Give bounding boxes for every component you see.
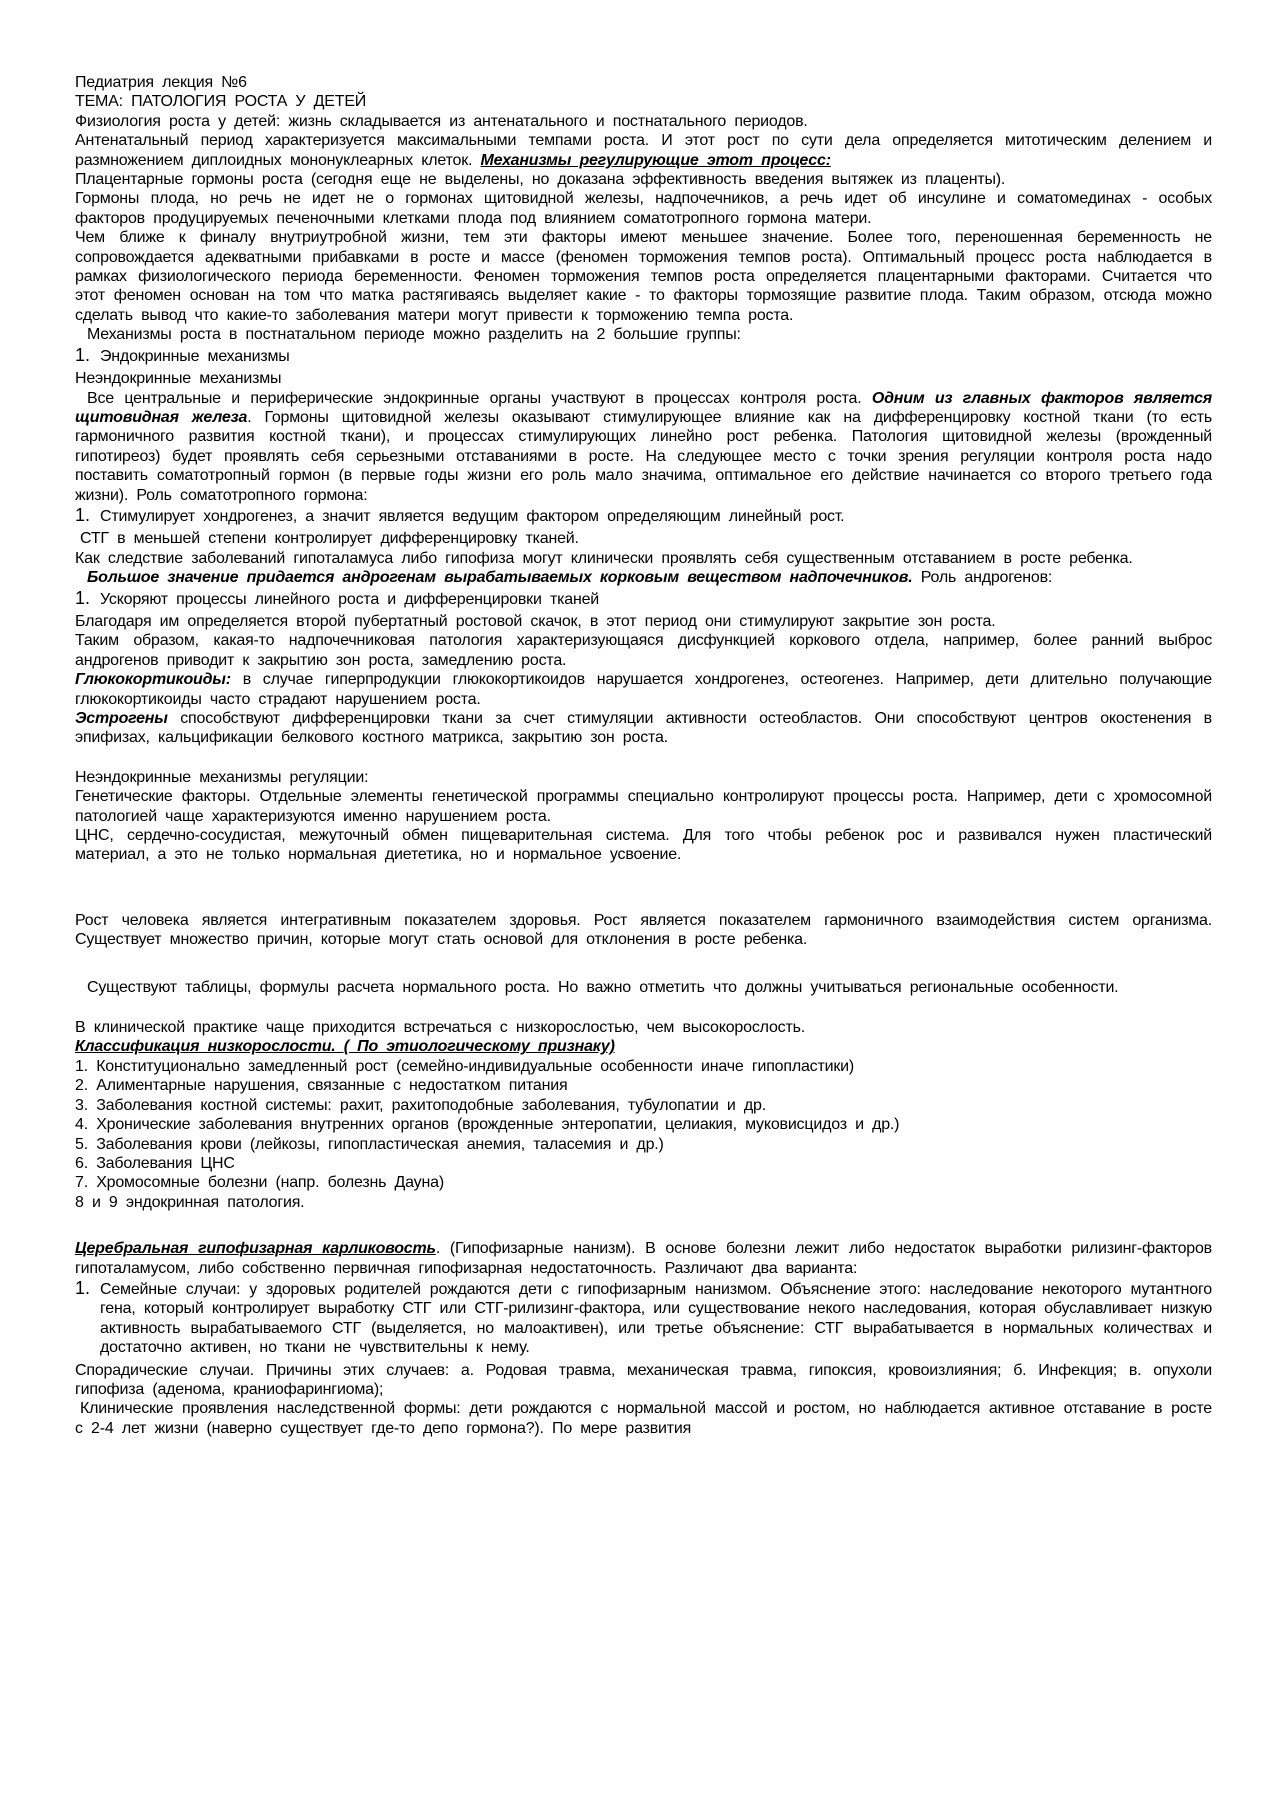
- spacer: [75, 997, 1212, 1018]
- text-run: Все центральные и периферические эндокринные органы участвуют в процессах контроля роста.: [87, 389, 872, 407]
- spacer: [75, 748, 1212, 768]
- text-run: 8 и 9 эндокринная патология.: [75, 1193, 305, 1211]
- text-run: Роль андрогенов:: [912, 569, 1053, 587]
- text-run: ТЕМА: ПАТОЛОГИЯ РОСТА У ДЕТЕЙ: [75, 93, 367, 111]
- text-run: Клинические проявления наследственной формы: дети рождаются с нормальной массой и ростом, но наблюдается активное отставание в росте с 2-4 лет жизни (наверно существует где-то депо гормона?). По мере развития: [75, 1400, 1212, 1437]
- emphasized-text: Механизмы регулирующие этот процесс:: [480, 151, 831, 169]
- text-run: в случае гиперпродукции глюкокортикоидов нарушается хондрогенез, остеогенез. Например, дети длительно получающие глюкокортикоиды часто страдают нарушением роста.: [75, 671, 1212, 708]
- paragraph: [75, 978, 1212, 997]
- paragraph: [75, 369, 1212, 388]
- text-run: способствуют дифференцировки ткани за счет стимуляции активности остеобластов. Они способствуют центров окостенения в эпифизах, кальцификации белкового костного матрикса, закрытию зон роста.: [75, 710, 1212, 747]
- paragraph: [75, 92, 1212, 111]
- text-run: Спорадические случаи. Причины этих случаев: а. Родовая травма, механическая травма, гипоксия, кровоизлияния; б. Инфекция; в. опухоли гипофиза (аденома, краниофарингиома);: [75, 1361, 1212, 1398]
- paragraph: [75, 1115, 1212, 1134]
- emphasized-text: Церебральная гипофизарная карликовость: [75, 1240, 436, 1258]
- spacer: [75, 1212, 1212, 1239]
- text-run: Неэндокринные механизмы регуляции:: [75, 768, 369, 786]
- text-run: . (Гипофизарные нанизм). В основе болезни лежит либо недостаток выработки рилизинг-факторов гипоталамусом, либо собственно первичная гипофизарная недостаточность. Различают два варианта:: [75, 1240, 1212, 1277]
- text-run: 6. Заболевания ЦНС: [75, 1154, 235, 1172]
- paragraph: [75, 131, 1212, 170]
- text-run: 5. Заболевания крови (лейкозы, гипопластическая анемия, таласемия и др.): [75, 1135, 664, 1153]
- spacer: [75, 950, 1212, 978]
- text-run: Плацентарные гормоны роста (сегодня еще не выделены, но доказана эффективность введения вытяжек из плаценты).: [75, 171, 1006, 189]
- paragraph: [75, 612, 1212, 631]
- paragraph: [75, 709, 1212, 748]
- paragraph: [75, 1193, 1212, 1212]
- text-run: Как следствие заболеваний гипоталамуса либо гипофиза могут клинически проявлять себя существенным отставанием в росте ребенка.: [75, 549, 1133, 567]
- list-number: 1.: [75, 587, 91, 608]
- text-run: Механизмы роста в постнатальном периоде можно разделить на 2 большие группы:: [87, 326, 741, 344]
- paragraph: [75, 189, 1212, 228]
- text-run: Стимулирует хондрогенез, а значит является ведущим фактором определяющим линейный рост.: [100, 507, 845, 525]
- text-run: Рост человека является интегративным показателем здоровья. Рост является показателем гармоничного взаимодействия систем организма. Существует множество причин, которые могут стать основой для отклонения в росте ребенка.: [75, 911, 1212, 949]
- text-run: 7. Хромосомные болезни (напр. болезнь Дауна): [75, 1174, 444, 1192]
- paragraph: [75, 1096, 1212, 1115]
- paragraph: [75, 1239, 1212, 1278]
- paragraph: [75, 631, 1212, 670]
- paragraph: [75, 529, 1212, 548]
- text-run: 3. Заболевания костной системы: рахит, рахитоподобные заболевания, тубулопатии и др.: [75, 1096, 766, 1114]
- text-run: Физиология роста у детей: жизнь складывается из антенатального и постнатального периодов.: [75, 112, 808, 130]
- text-run: 4. Хронические заболевания внутренних органов (врожденные энтеропатии, целиакия, муковисцидоз и др.): [75, 1116, 900, 1134]
- text-run: Таким образом, какая-то надпочечниковая патология характеризующаяся дисфункцией коркового отдела, например, более ранний выброс андрогенов приводит к закрытию зон роста, замедлению роста.: [75, 632, 1212, 669]
- emphasized-text: Одним из главных факторов является щитовидная железа: [75, 389, 1212, 426]
- list-number: 1.: [75, 1277, 91, 1298]
- emphasized-text: Классификация низкорослости. ( По этиологическому признаку): [75, 1038, 615, 1056]
- text-run: Эндокринные механизмы: [100, 347, 290, 365]
- text-run: 2. Алиментарные нарушения, связанные с недостатком питания: [75, 1077, 568, 1095]
- paragraph: [75, 73, 1212, 92]
- paragraph: [75, 549, 1212, 568]
- list-item: [75, 344, 1212, 366]
- text-run: Благодаря им определяется второй пубертатный ростовой скачок, в этот период они стимулируют закрытие зон роста.: [75, 612, 996, 630]
- paragraph: [75, 1057, 1212, 1076]
- paragraph: [75, 1037, 1212, 1056]
- text-run: В клинической практике чаще приходится встречаться с низкорослостью, чем высокорослость.: [75, 1019, 805, 1037]
- list-item: [75, 1277, 1212, 1358]
- paragraph: [75, 389, 1212, 505]
- paragraph: [75, 1361, 1212, 1400]
- text-run: Существуют таблицы, формулы расчета нормального роста. Но важно отметить что должны учитываться региональные особенности.: [87, 978, 1119, 996]
- text-run: Ускоряют процессы линейного роста и дифференцировки тканей: [100, 590, 600, 608]
- paragraph: [75, 1399, 1212, 1438]
- text-run: СТГ в меньшей степени контролирует дифференцировку тканей.: [80, 530, 579, 548]
- paragraph: [75, 768, 1212, 787]
- list-item: [75, 587, 1212, 609]
- paragraph: [75, 1154, 1212, 1173]
- text-run: ЦНС, сердечно-сосудистая, межуточный обмен пищеварительная система. Для того чтобы ребенок рос и развивался нужен пластический материал, а это не только нормальная диететика, но и нормальное усвоение.: [75, 827, 1212, 864]
- text-run: Семейные случаи: у здоровых родителей рождаются дети с гипофизарным нанизмом. Объяснение этого: наследование некоторого мутантного гена, который контролирует выработку СТГ или СТГ-рилизинг-фактора, или существование некого наследования, которая обуславливает низкую активность вырабатываемого СТГ (выделяется, но малоактивен), или третье объяснение: СТГ вырабатывается в нормальных количествах и достаточно активен, но ткани не чувствительны к нему.: [100, 1280, 1212, 1357]
- text-run: Генетические факторы. Отдельные элементы генетической программы специально контролируют процессы роста. Например, дети с хромосомной патологией чаще характеризуются именно нарушением роста.: [75, 788, 1212, 825]
- emphasized-text: Эстрогены: [75, 710, 168, 727]
- text-run: Педиатрия лекция №6: [75, 74, 247, 91]
- emphasized-text: Большое значение придается андрогенам вырабатываемых корковым веществом надпочечников.: [87, 569, 913, 587]
- list-item: [75, 504, 1212, 526]
- spacer: [75, 865, 1212, 911]
- text-run: Антенатальный период характеризуется максимальными темпами роста. И этот рост по сути дела определяется митотическим делением и размножением диплоидных мононуклеарных клеток.: [75, 132, 1212, 169]
- paragraph: [75, 325, 1212, 344]
- paragraph: [75, 112, 1212, 131]
- paragraph: [75, 1018, 1212, 1037]
- emphasized-text: Глюкокортикоиды:: [75, 671, 231, 689]
- paragraph: [75, 1076, 1212, 1095]
- list-number: 1.: [75, 504, 91, 525]
- text-run: Чем ближе к финалу внутриутробной жизни, тем эти факторы имеют меньшее значение. Более того, переношенная беременность не сопровождается адекватными прибавками в росте и массе (феномен торможения темпов роста). Оптимальный процесс роста наблюдается в рамках физиологического периода беременности. Феномен торможения темпов роста определяется плацентарными факторами. Считается что этот феномен основан на том что матка растягиваясь выделяет какие - то факторы тормозящие развитие плода. Таким образом, отсюда можно сделать вывод что какие-то заболевания матери могут привести к торможению темпа роста.: [75, 229, 1212, 324]
- paragraph: [75, 670, 1212, 709]
- text-run: 1. Конституционально замедленный рост (семейно-индивидуальные особенности иначе гипопластики): [75, 1057, 855, 1075]
- text-run: Гормоны плода, но речь не идет не о гормонах щитовидной железы, надпочечников, а речь идет об инсулине и соматомединах - особых факторов продуцируемых печеночными клетками плода под влиянием соматотропного гормона матери.: [75, 190, 1212, 227]
- paragraph: [75, 170, 1212, 189]
- text-run: Неэндокринные механизмы: [75, 370, 282, 388]
- paragraph: [75, 911, 1212, 950]
- list-number: 1.: [75, 344, 91, 365]
- paragraph: [75, 1135, 1212, 1154]
- paragraph: [75, 826, 1212, 865]
- paragraph: [75, 568, 1212, 587]
- paragraph: [75, 787, 1212, 826]
- paragraph: [75, 228, 1212, 325]
- paragraph: [75, 1173, 1212, 1192]
- text-run: . Гормоны щитовидной железы оказывают стимулирующее влияние как на дифференцировку костной ткани (то есть гармоничного развития костной ткани), и процессах стимулирующих линейно рост ребенка. Патология щитовидной железы (врожденный гипотиреоз) будет проявлять себя серьезными отставаниями в росте. На следующее место с точки зрения регуляции контроля роста надо поставить соматотропный гормон (в первые годы жизни его роль мало значима, оптимальное его действие начинается со второго третьего года жизни). Роль соматотропного гормона:: [75, 408, 1212, 504]
